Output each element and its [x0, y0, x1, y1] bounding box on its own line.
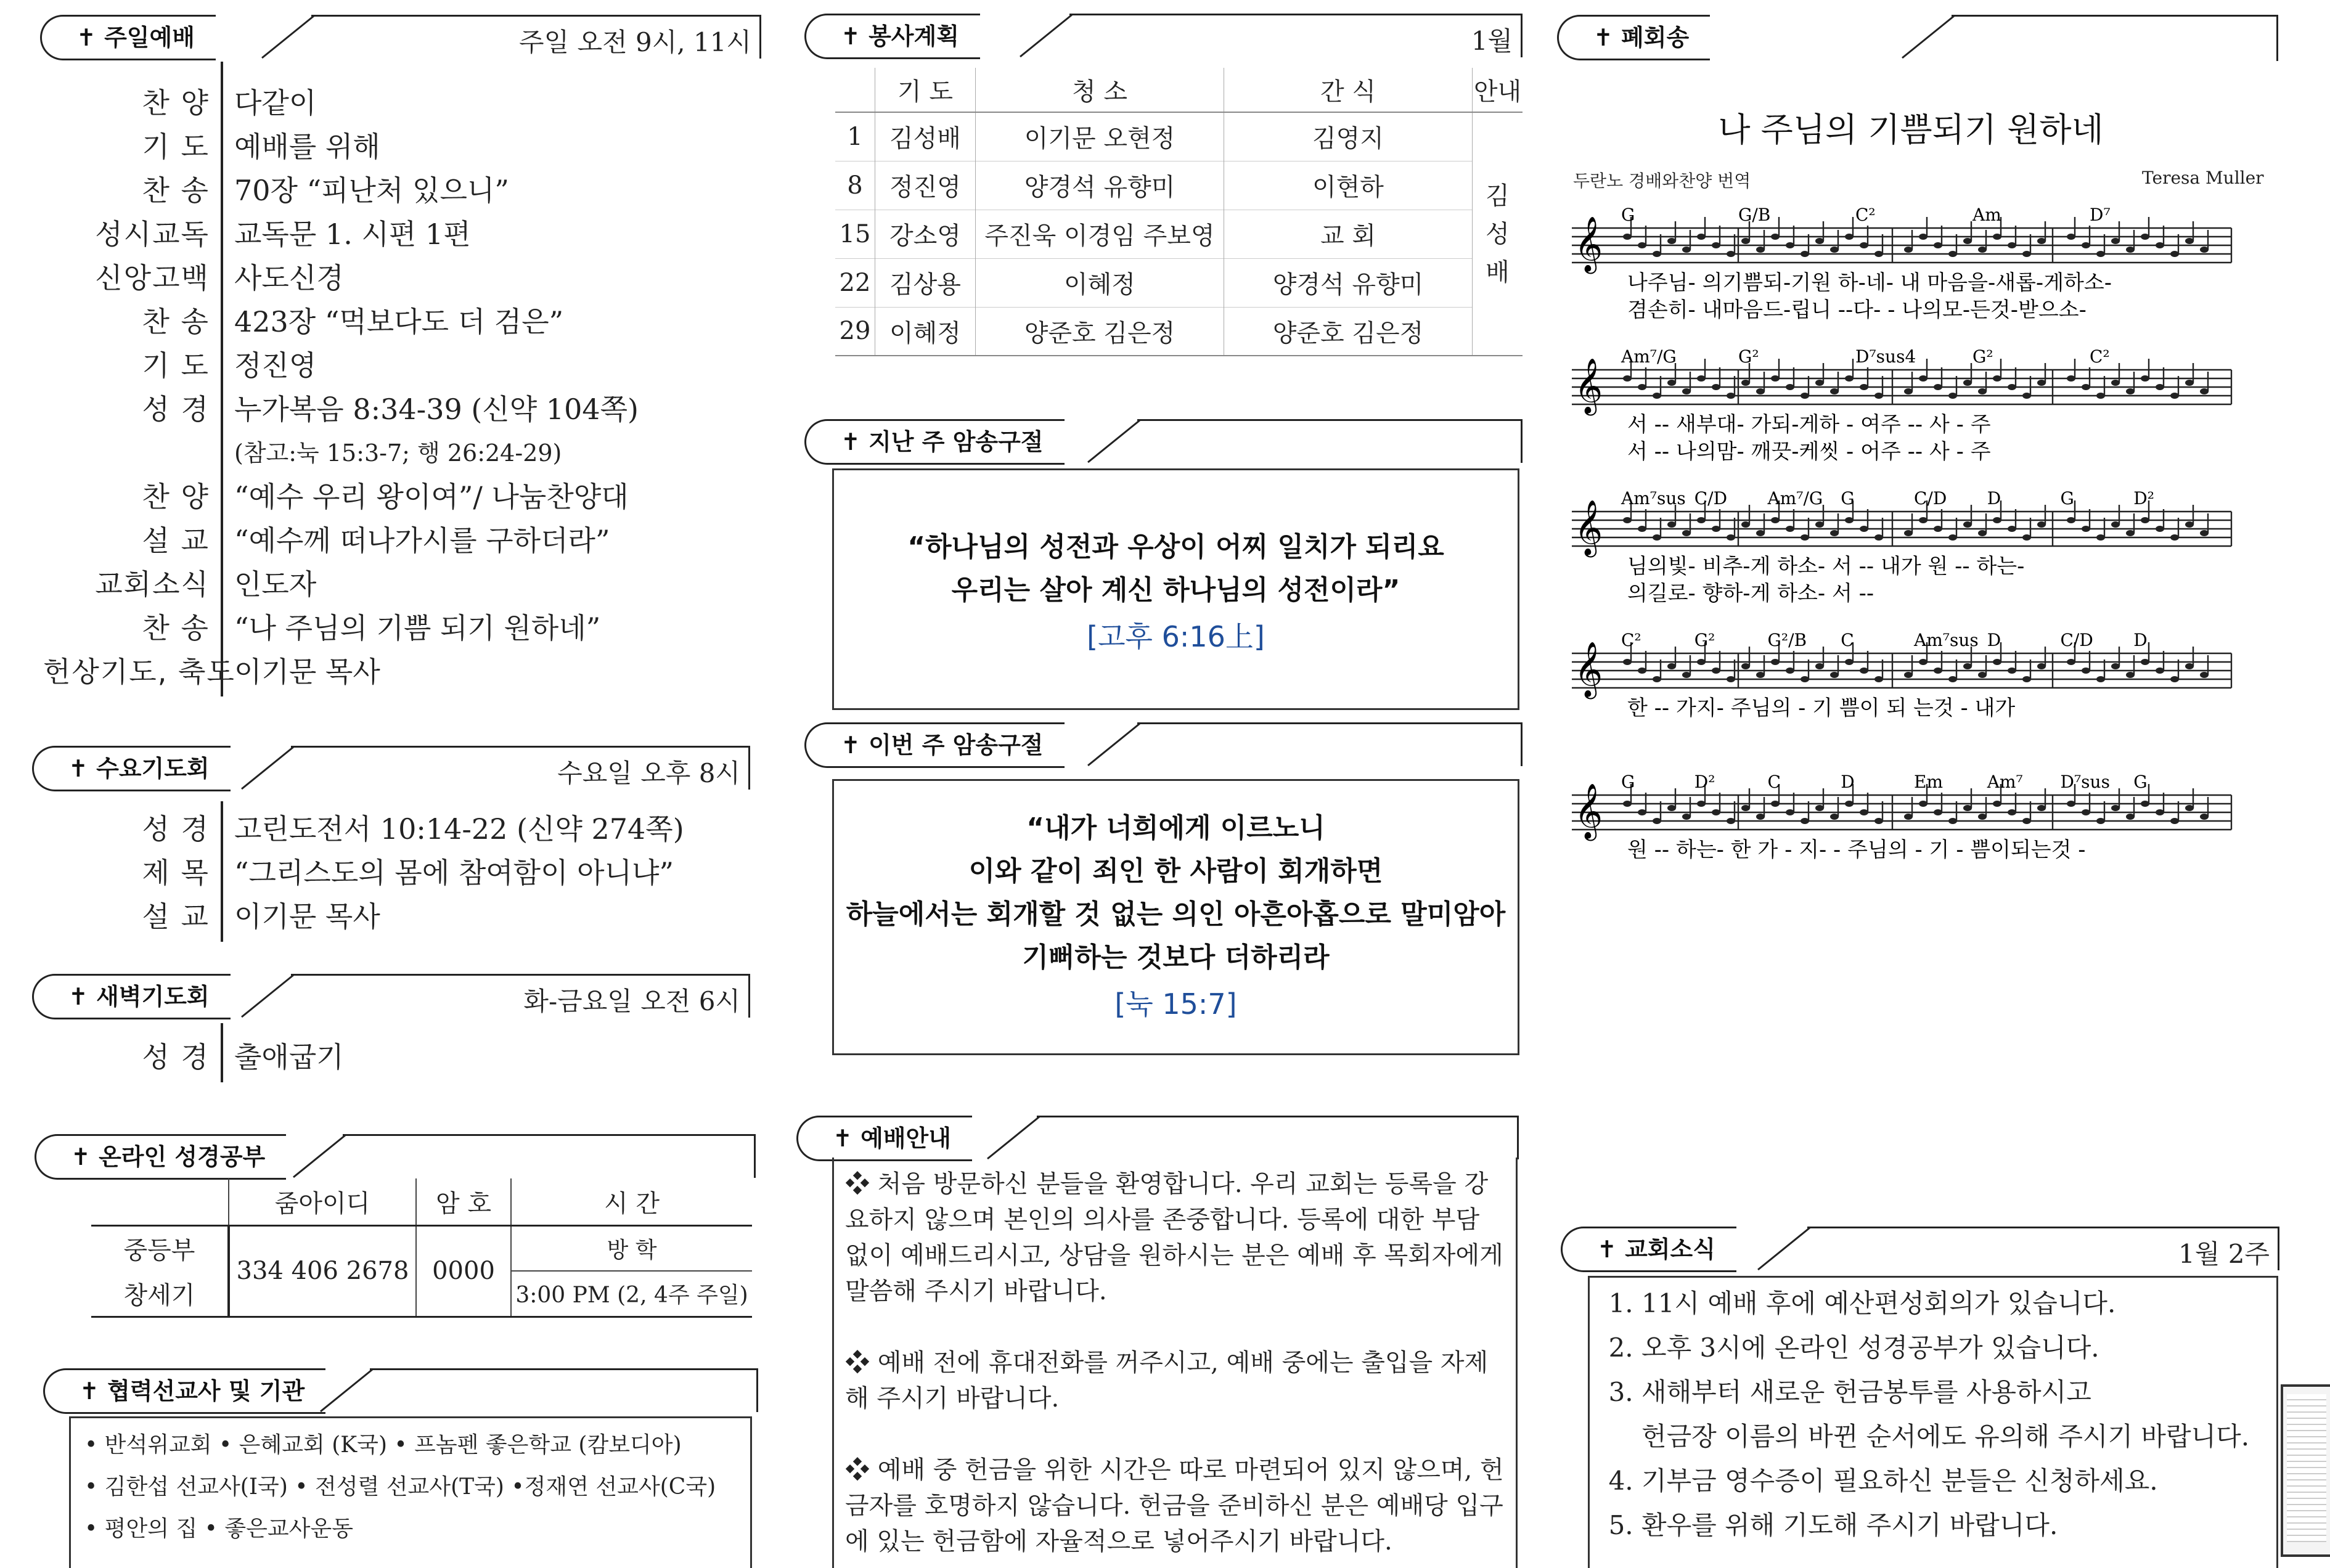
- guide-header: [796, 1116, 1519, 1158]
- order-row: [43, 254, 639, 298]
- treble-clef-icon: 𝄞: [1574, 216, 1603, 272]
- order-label: 찬 양: [142, 480, 210, 513]
- lyric-line: 의길로- 향하-게 하소- 서 --: [1627, 581, 1874, 606]
- chord-symbol: Am⁷sus: [1621, 488, 1686, 508]
- news-item: 1. 11시 예배 후에 예산편성회의가 있습니다.: [1641, 1281, 2276, 1326]
- news-item: 3. 새해부터 새로운 헌금봉투를 사용하시고: [1641, 1370, 2276, 1415]
- verse-line: 우리는 살아 계신 하나님의 성전이라”: [951, 574, 1400, 606]
- news-header: [1561, 1227, 2279, 1268]
- staff-system: [1572, 772, 2231, 862]
- order-label: 기 도: [142, 129, 210, 163]
- header-divider: [1008, 14, 1076, 58]
- lyric-line: 님의빛- 비추-게 하소- 서 -- 내가 원 -- 하는-: [1627, 554, 2025, 579]
- dawn-header: [32, 974, 750, 1016]
- chord-symbol: D: [1987, 488, 2001, 508]
- guide-paragraph: ❖ 예배 중 헌금을 위한 시간은 따로 마련되어 있지 않으며, 헌금자를 호명하지 않습니다. 헌금을 준비하신 분은 예배당 입구에 있는 헌금함에 자율적으로 넣어주시기 바랍니다.: [845, 1456, 1504, 1556]
- mission-box: [69, 1416, 752, 1568]
- header-divider: [250, 15, 317, 59]
- this-verse-header-title: ✝ 이번 주 암송구절: [804, 722, 1065, 768]
- guide-box: [832, 1158, 1518, 1568]
- chord-symbol: D⁷sus: [2060, 772, 2110, 792]
- service-prayer: 김상용: [875, 258, 976, 307]
- order-value: 예배를 위해: [234, 129, 380, 163]
- order-label: 설 교: [142, 523, 210, 557]
- online-study-table: [91, 1178, 752, 1318]
- lyric-line: 원 -- 하는- 한 가 - 지- - 주님의 - 기 - 쁨이되는것 -: [1627, 838, 2086, 862]
- chord-symbol: D: [2133, 630, 2148, 650]
- treble-clef-icon: 𝄞: [1574, 783, 1603, 839]
- news-week: 1월 2주: [2178, 1239, 2270, 1269]
- service-guide-char: 배: [1486, 258, 1510, 287]
- verse-reference: [눅 15:7]: [1114, 987, 1237, 1021]
- this-verse-box: [832, 779, 1519, 1055]
- order-value: “그리스도의 몸에 참여함이 아니냐”: [234, 855, 674, 889]
- order-row: [43, 648, 639, 692]
- order-value: “예수 우리 왕이여”/ 나눔찬양대: [234, 480, 629, 513]
- chord-symbol: G: [1621, 772, 1635, 792]
- order-row: [43, 560, 639, 604]
- service-row: [835, 307, 1523, 356]
- guide-paragraph: ❖ 예배 전에 휴대전화를 꺼주시고, 예배 중에는 출입을 자제해 주시기 바랍니다.: [845, 1349, 1489, 1413]
- order-row: [43, 473, 639, 517]
- order-row: [43, 1033, 344, 1077]
- verse-line: “내가 너희에게 이르노니: [1026, 812, 1325, 844]
- news-box: [1588, 1276, 2278, 1568]
- order-value: 고린도전서 10:14-22 (신약 274쪽): [234, 812, 684, 846]
- staff-system: [1572, 205, 2231, 322]
- order-value: 출애굽기: [234, 1040, 344, 1074]
- header-divider: [1890, 15, 1958, 59]
- order-row: [43, 892, 684, 936]
- chord-symbol: C²: [1621, 630, 1641, 650]
- order-value: 이기문 목사: [234, 655, 380, 688]
- service-guide-char: 성: [1486, 219, 1510, 248]
- service-prayer: 이혜정: [875, 307, 976, 356]
- chord-symbol: D²: [1694, 772, 1715, 792]
- service-cleaning: 양준호 김은정: [976, 307, 1224, 356]
- dawn-order-list: [43, 1033, 344, 1077]
- treble-clef-icon: 𝄞: [1574, 500, 1603, 555]
- order-row: [43, 341, 639, 385]
- service-prayer: 정진영: [875, 161, 976, 210]
- col-cleaning: 청 소: [976, 68, 1224, 112]
- staff-system: [1572, 346, 2231, 464]
- header-divider: [1076, 419, 1143, 463]
- chord-symbol: Am⁷/G: [1621, 346, 1677, 367]
- chord-symbol: G: [1621, 205, 1635, 225]
- row-label-genesis: 창세기: [91, 1271, 229, 1317]
- order-row: [43, 79, 639, 123]
- order-value: 정진영: [234, 348, 317, 382]
- col-time: 시 간: [511, 1178, 752, 1225]
- mission-header-title: ✝ 협력선교사 및 기관: [43, 1368, 325, 1414]
- chord-symbol: C²: [1855, 205, 1876, 225]
- service-cleaning: 이혜정: [976, 258, 1224, 307]
- header-divider: [975, 1116, 1043, 1160]
- news-item: 4. 기부금 영수증이 필요하신 분들은 신청하세요.: [1641, 1459, 2276, 1503]
- header-divider: [229, 974, 297, 1018]
- lyric-line: 겸손히- 내마음드-립니 --다- - 나의모-든것-받으소-: [1627, 298, 2087, 322]
- chord-symbol: D²: [2133, 488, 2154, 508]
- chord-symbol: D⁷sus4: [1855, 346, 1916, 367]
- chord-symbol: C²: [2090, 346, 2110, 367]
- service-date: 8: [847, 171, 863, 200]
- staff-system: [1572, 488, 2231, 606]
- col-snack: 간 식: [1224, 68, 1473, 112]
- chord-symbol: G: [2133, 772, 2148, 792]
- mission-line: • 반석위교회 • 은혜교회 (K국) • 프놈펜 좋은학교 (캄보디아): [84, 1432, 682, 1458]
- password-value: 0000: [416, 1225, 511, 1317]
- order-row: [43, 849, 684, 892]
- service-snack: 양경석 유향미: [1224, 258, 1473, 307]
- order-value: 사도신경: [234, 261, 344, 295]
- order-label: 헌상기도, 축도: [43, 655, 235, 688]
- order-row: [43, 298, 639, 341]
- order-row: [43, 210, 639, 254]
- service-snack: 김영지: [1224, 112, 1473, 161]
- verse-line: 이와 같이 죄인 한 사람이 회개하면: [968, 855, 1383, 887]
- online-header-title: ✝ 온라인 성경공부: [35, 1134, 286, 1180]
- col-password: 암 호: [416, 1178, 511, 1225]
- online-header: [35, 1134, 756, 1176]
- order-label: 성 경: [142, 812, 210, 846]
- verse-line: 기뻐하는 것보다 더하리라: [1022, 942, 1330, 973]
- header-divider: [308, 1368, 376, 1413]
- verse-line: “하나님의 성전과 우상이 어찌 일치가 되리요: [907, 531, 1444, 563]
- closing-header: [1557, 15, 2278, 57]
- chord-symbol: C: [1767, 772, 1781, 792]
- row-label-middle: 중등부: [91, 1225, 229, 1271]
- song-composer: Teresa Muller: [2142, 168, 2264, 188]
- verse-reference: [고후 6:16上]: [1087, 620, 1265, 653]
- last-verse-box: [832, 468, 1519, 710]
- staff-system: [1572, 630, 2231, 721]
- service-plan-table: [835, 68, 1523, 356]
- header-divider: [229, 746, 297, 790]
- order-label: 신앙고백: [95, 261, 210, 295]
- order-row: [43, 805, 684, 849]
- service-cleaning: 이기문 오현정: [976, 112, 1224, 161]
- chord-symbol: G²: [1972, 346, 1993, 367]
- service-date: 15: [839, 219, 871, 248]
- header-divider: [281, 1134, 349, 1178]
- chord-symbol: D: [1841, 772, 1855, 792]
- order-value: 교독문 1. 시편 1편: [234, 217, 471, 251]
- verse-line: 하늘에서는 회개할 것 없는 의인 아흔아홉으로 말미암아: [846, 899, 1506, 930]
- service-header: [804, 14, 1523, 55]
- news-header-title: ✝ 교회소식: [1561, 1227, 1736, 1272]
- chord-symbol: Em: [1914, 772, 1943, 792]
- song-title: 나 주님의 기쁨되기 원하네: [1718, 110, 2104, 149]
- service-date: 29: [839, 317, 871, 346]
- order-value: 423장 “먹보다도 더 검은”: [234, 304, 564, 338]
- order-label: 기 도: [142, 348, 210, 382]
- news-item: 5. 환우를 위해 기도해 주시기 바랍니다.: [1641, 1503, 2276, 1548]
- order-label: 찬 송: [142, 611, 210, 645]
- closing-header-title: ✝ 폐회송: [1557, 15, 1710, 60]
- guide-header-title: ✝ 예배안내: [796, 1116, 972, 1161]
- order-label: 성 경: [142, 1040, 210, 1074]
- guide-paragraph: ❖ 처음 방문하신 분들을 환영합니다. 우리 교회는 등록을 강요하지 않으며 본인의 의사를 존중합니다. 등록에 대한 부담 없이 예배드리시고, 상담을 원하시는 분은 예배 후 목회자에게 말씀해 주시기 바랍니다.: [845, 1170, 1503, 1305]
- mission-line: • 평안의 집 • 좋은교사운동: [84, 1516, 354, 1541]
- wednesday-header-title: ✝ 수요기도회: [32, 746, 231, 791]
- sheet-music: [1572, 191, 2244, 931]
- chord-symbol: D: [1987, 630, 2001, 650]
- mission-header: [43, 1368, 758, 1410]
- mission-line: • 김한섭 선교사(I국) • 전성렬 선교사(T국) •정재연 선교사(C국): [84, 1474, 716, 1500]
- order-value: 인도자: [234, 567, 317, 601]
- sunday-header-title: ✝ 주일예배: [40, 15, 216, 60]
- service-guide-char: 김: [1486, 181, 1510, 210]
- chord-symbol: Am⁷: [1987, 772, 2023, 792]
- order-value: (참고:눅 15:3-7; 행 26:24-29): [234, 439, 562, 467]
- news-item: 2. 오후 3시에 온라인 성경공부가 있습니다.: [1641, 1326, 2276, 1370]
- sunday-header: [40, 15, 761, 57]
- song-source: 두란노 경배와찬양 번역: [1573, 171, 1751, 191]
- chord-symbol: G²: [1738, 346, 1759, 367]
- service-snack: 양준호 김은정: [1224, 307, 1473, 356]
- chord-symbol: G²: [1694, 630, 1715, 650]
- service-cleaning: 주진욱 이경임 주보영: [976, 210, 1224, 258]
- order-value: 누가복음 8:34-39 (신약 104쪽): [234, 392, 639, 426]
- wednesday-time: 수요일 오후 8시: [557, 758, 740, 788]
- dawn-header-title: ✝ 새벽기도회: [32, 974, 231, 1019]
- col-zoom-id: 줌아이디: [229, 1178, 416, 1225]
- chord-symbol: Am: [1972, 205, 2001, 225]
- service-row: [835, 161, 1523, 210]
- chord-symbol: C/D: [1914, 488, 1947, 508]
- order-label: 찬 양: [142, 86, 210, 120]
- chord-symbol: G: [2060, 488, 2074, 508]
- lyric-line: 한 -- 가지- 주님의 - 기 쁨이 되 는것 - 내가: [1627, 696, 2016, 721]
- order-label: 찬 송: [142, 304, 210, 338]
- service-prayer: 강소영: [875, 210, 976, 258]
- last-verse-header: [804, 419, 1523, 461]
- lyric-line: 나주님- 의기쁨되-기원 하-네- 내 마음을-새롭-게하소-: [1627, 271, 2112, 295]
- page-thumbnail[interactable]: [2281, 1384, 2330, 1557]
- service-month: 1월: [1471, 26, 1513, 56]
- treble-clef-icon: 𝄞: [1574, 642, 1603, 697]
- order-label: 설 교: [142, 899, 210, 933]
- col-prayer: 기 도: [875, 68, 976, 112]
- order-value: 이기문 목사: [234, 899, 380, 933]
- wednesday-order-list: [43, 805, 684, 936]
- service-row: [835, 210, 1523, 258]
- chord-symbol: G²/B: [1767, 630, 1807, 650]
- chord-symbol: Am⁷sus: [1914, 630, 1979, 650]
- chord-symbol: G: [1841, 488, 1855, 508]
- service-date: 1: [847, 122, 863, 151]
- service-guide: [1473, 112, 1523, 356]
- order-row: [43, 604, 639, 648]
- chord-symbol: C: [1841, 630, 1854, 650]
- order-label: 성 경: [142, 392, 210, 426]
- chord-symbol: C/D: [1694, 488, 1728, 508]
- sunday-time: 주일 오전 9시, 11시: [519, 27, 751, 57]
- order-value: “예수께 떠나가시를 구하더라”: [234, 523, 610, 557]
- lyric-line: 서 -- 나의맘- 깨끗-케씻 - 어주 -- 사 - 주: [1627, 439, 1991, 464]
- last-verse-header-title: ✝ 지난 주 암송구절: [804, 419, 1065, 465]
- header-divider: [1076, 722, 1143, 767]
- chord-symbol: C/D: [2060, 630, 2093, 650]
- chord-symbol: D⁷: [2090, 205, 2111, 225]
- news-item-continuation: 헌금장 이름의 바뀐 순서에도 유의해 주시기 바랍니다.: [1641, 1421, 2250, 1452]
- service-row: [835, 112, 1523, 161]
- order-row: [43, 429, 639, 473]
- service-header-title: ✝ 봉사계획: [804, 14, 980, 59]
- service-snack: 교 회: [1224, 210, 1473, 258]
- zoom-id-value: 334 406 2678: [229, 1225, 416, 1317]
- chord-symbol: G/B: [1738, 205, 1771, 225]
- lyric-line: 서 -- 새부대- 가되-게하 - 여주 -- 사 - 주: [1627, 412, 1991, 437]
- time-value-1: 방 학: [511, 1225, 752, 1271]
- dawn-time: 화-금요일 오전 6시: [523, 986, 740, 1016]
- treble-clef-icon: 𝄞: [1574, 358, 1603, 414]
- order-row: [43, 166, 639, 210]
- order-label: 찬 송: [142, 173, 210, 207]
- time-value-2: 3:00 PM (2, 4주 주일): [515, 1283, 748, 1309]
- order-value: 다같이: [234, 86, 317, 120]
- order-label: 교회소식: [95, 567, 210, 601]
- service-prayer: 김성배: [875, 112, 976, 161]
- order-row: [43, 385, 639, 429]
- order-row: [43, 517, 639, 560]
- service-cleaning: 양경석 유향미: [976, 161, 1224, 210]
- order-label: 제 목: [142, 855, 210, 889]
- order-value: “나 주님의 기쁨 되기 원하네”: [234, 611, 601, 645]
- service-row: [835, 258, 1523, 307]
- this-verse-header: [804, 722, 1523, 764]
- service-date: 22: [839, 268, 871, 297]
- order-value: 70장 “피난처 있으니”: [234, 173, 509, 207]
- header-divider: [1746, 1227, 1813, 1271]
- service-snack: 이현하: [1224, 161, 1473, 210]
- wednesday-header: [32, 746, 750, 788]
- staff-drawing: [1572, 191, 2244, 931]
- chord-symbol: Am⁷/G: [1767, 488, 1823, 508]
- order-label: 성시교독: [95, 217, 210, 251]
- sunday-order-list: [43, 79, 639, 692]
- order-row: [43, 123, 639, 166]
- col-guide: 안내: [1473, 68, 1523, 112]
